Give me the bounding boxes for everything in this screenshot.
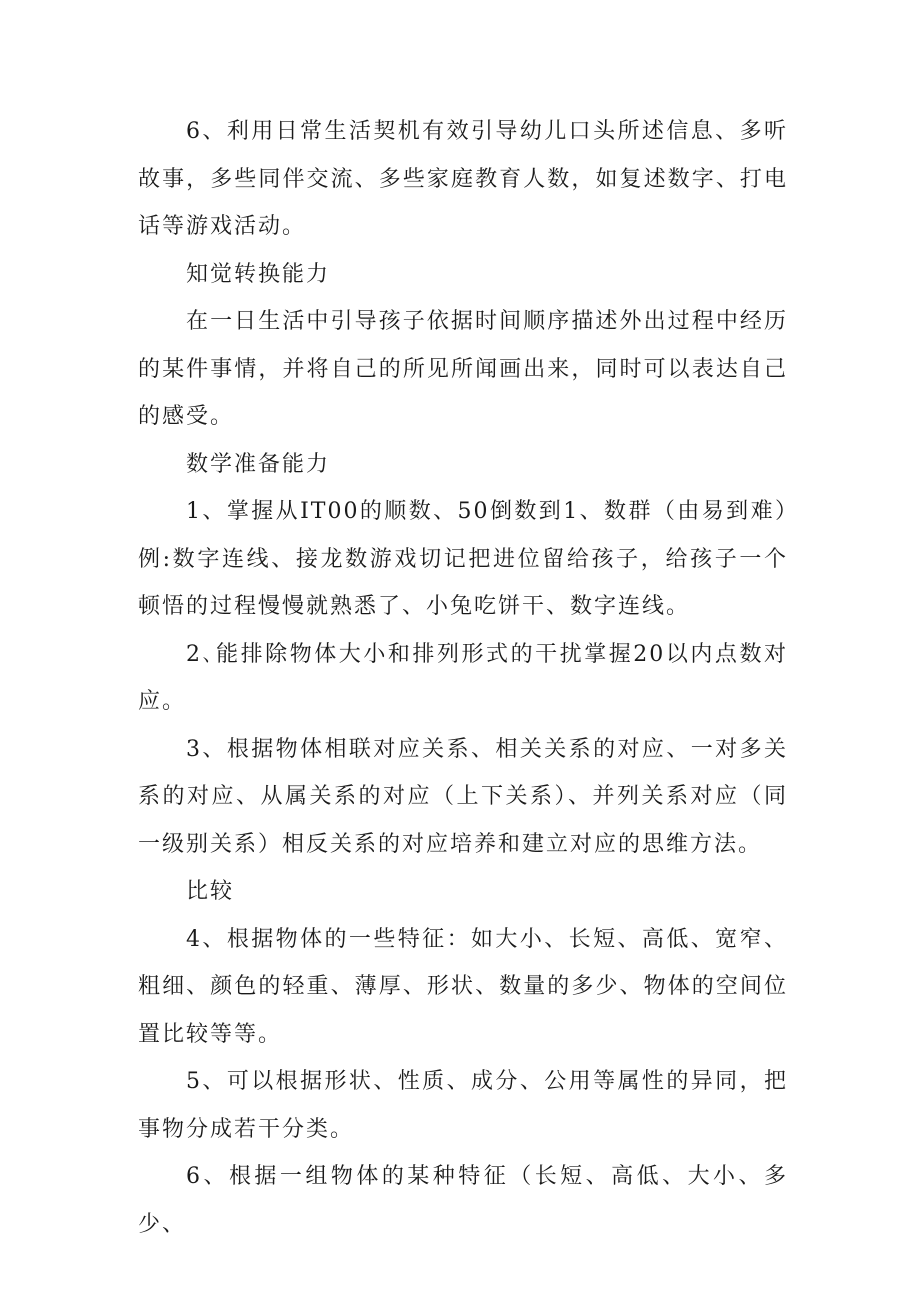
section-heading-perception: 知觉转换能力	[186, 261, 331, 287]
paragraph-daily-life-language: 6、利用日常生活契机有效引导幼儿口头所述信息、多听故事，多些同伴交流、多些家庭教育人数，如复述数字、打电话等游戏活动。	[138, 119, 788, 239]
section-heading-math: 数学准备能力	[186, 451, 331, 477]
paragraph-sorting: 6、根据一组物体的某种特征（长短、高低、大小、多少、	[138, 1164, 788, 1237]
paragraph-comparison-features: 4、根据物体的一些特征：如大小、长短、高低、宽窄、粗细、颜色的轻重、薄厚、形状、数量的多少、物体的空间位置比较等等。	[138, 926, 788, 1047]
paragraph-perception: 在一日生活中引导孩子依据时间顺序描述外出过程中经历的某件事情，并将自己的所见所闻画出来，同时可以表达自己的感受。	[138, 309, 788, 429]
paragraph-math-correspondence: 2､能排除物体大小和排列形式的干扰掌握20以内点数对应。	[138, 641, 788, 714]
paragraph-classification: 5、可以根据形状、性质、成分、公用等属性的异同，把事物分成若干分类。	[138, 1069, 788, 1142]
paragraph-math-relations: 3、根据物体相联对应关系、相关关系的对应、一对多关系的对应、从属关系的对应（上下关系）、并列关系对应（同一级别关系）相反关系的对应培养和建立对应的思维方法。	[138, 736, 788, 857]
section-heading-comparison: 比较	[186, 879, 235, 904]
paragraph-math-counting: 1、掌握从IT00的顺数、50倒数到1、数群（由易到难）例:数字连线、接龙数游戏切记把进位留给孩子，给孩子一个顿悟的过程慢慢就熟悉了、小兔吃饼干、数字连线。	[138, 499, 788, 619]
document-body	[138, 108, 788, 1248]
